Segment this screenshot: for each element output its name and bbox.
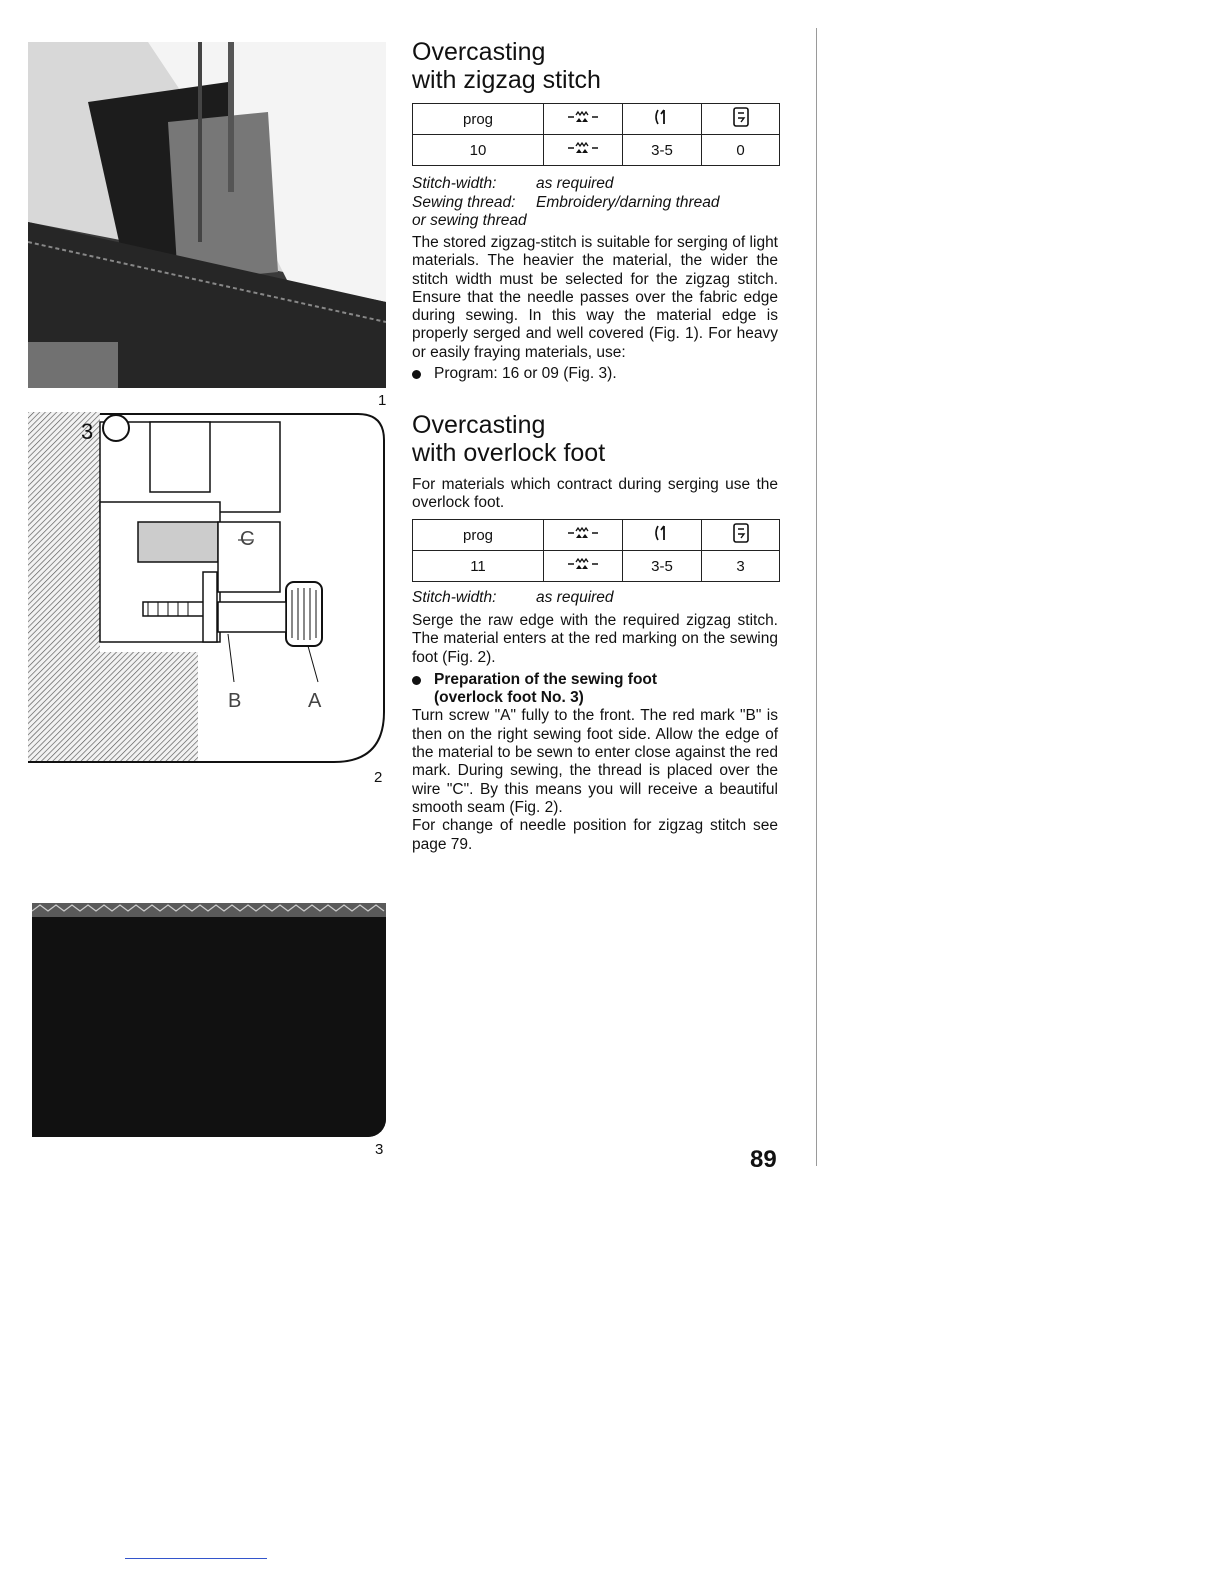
bullet-text: Preparation of the sewing foot <box>434 670 658 688</box>
settings-table-1 <box>412 103 780 166</box>
section-overlock <box>412 411 778 467</box>
section-2-title-line-2: with overlock foot <box>412 439 606 467</box>
body-paragraph: Serge the raw edge with the required zigzag stitch. The material enters at the red marking on the sewing foot (Fig. 2). <box>412 612 778 666</box>
figure-2-number: 2 <box>374 769 383 786</box>
stitch-pattern-icon <box>544 551 623 582</box>
sewing-foot-icon <box>702 520 780 551</box>
bullet-icon <box>412 370 421 379</box>
table-cell: 10 <box>413 135 544 166</box>
section-zigzag <box>412 38 778 94</box>
figure-1-number: 1 <box>378 392 387 409</box>
table-cell: 11 <box>413 551 544 582</box>
spec-value: as required <box>536 175 614 192</box>
table-row <box>413 551 780 582</box>
bullet-item <box>412 365 778 383</box>
page-number: 89 <box>750 1146 777 1173</box>
section-2-body <box>412 612 778 854</box>
section-1-body <box>412 234 778 383</box>
table-cell: 3-5 <box>623 551 702 582</box>
figure-1-photo <box>28 42 386 388</box>
settings-table-2 <box>412 519 780 582</box>
stitch-pattern-icon <box>544 520 623 551</box>
section-1-title-line-1: Overcasting <box>412 38 546 66</box>
spec-label: Stitch-width: <box>412 589 497 606</box>
spec-label: Sewing thread: <box>412 193 516 211</box>
label-b: B <box>228 690 242 712</box>
table-cell: prog <box>413 520 544 551</box>
label-c: C <box>240 528 255 550</box>
figure-2-badge: 3 <box>81 419 94 444</box>
body-paragraph: Turn screw "A" fully to the front. The red mark "B" is then on the right sewing foot side. Allow the edge of the material to be sewn to enter close against the red mark. During sewing, the thread is placed over the wire "C". By this means you will receive a beautiful smooth seam (Fig. 2). <box>412 707 778 816</box>
table-row <box>413 104 780 135</box>
figure-3-number: 3 <box>375 1141 384 1158</box>
section-2-specs <box>412 589 778 608</box>
sewing-foot-icon <box>702 104 780 135</box>
table-cell: 0 <box>702 135 780 166</box>
bullet-item <box>412 671 778 708</box>
stitch-width-spec <box>412 589 778 608</box>
stitch-pattern-icon <box>544 104 623 135</box>
figure-3-photo <box>32 903 386 1137</box>
section-2-intro <box>412 476 778 513</box>
table-row <box>413 520 780 551</box>
stitch-width-icon <box>623 104 702 135</box>
spec-value: or sewing thread <box>412 212 527 229</box>
section-1-title-line-2: with zigzag stitch <box>412 66 601 94</box>
body-paragraph: For change of needle position for zigzag stitch see page 79. <box>412 817 778 853</box>
stitch-width-spec <box>412 175 778 194</box>
table-cell: prog <box>413 104 544 135</box>
table-cell: 3 <box>702 551 780 582</box>
bullet-icon <box>412 676 421 685</box>
intro-paragraph: For materials which contract during serging use the overlock foot. <box>412 476 778 512</box>
body-paragraph: The stored zigzag-stitch is suitable for serging of light materials. The heavier the material, the wider the stitch width must be selected for the zigzag stitch. Ensure that the needle passes over the fabric edge during sewing. In this way the material edge is properly serged and well covered (Fig. 1). For heavy or easily fraying materials, use: <box>412 234 778 361</box>
table-row <box>413 135 780 166</box>
page-edge-rule <box>816 28 817 1166</box>
spec-value: Embroidery/darning thread <box>536 193 720 211</box>
section-1-specs <box>412 175 778 231</box>
figure-2-illustration <box>28 412 386 766</box>
sewing-thread-spec <box>412 194 778 213</box>
stitch-pattern-icon <box>544 135 623 166</box>
section-2-title-line-1: Overcasting <box>412 411 546 439</box>
bullet-text: (overlock foot No. 3) <box>434 689 584 707</box>
spec-value: as required <box>536 589 614 606</box>
table-cell: 3-5 <box>623 135 702 166</box>
bullet-text: Program: 16 or 09 (Fig. 3). <box>434 365 617 383</box>
label-a: A <box>308 690 322 712</box>
footer-rule <box>125 1558 267 1559</box>
spec-label: Stitch-width: <box>412 175 497 192</box>
stitch-width-icon <box>623 520 702 551</box>
